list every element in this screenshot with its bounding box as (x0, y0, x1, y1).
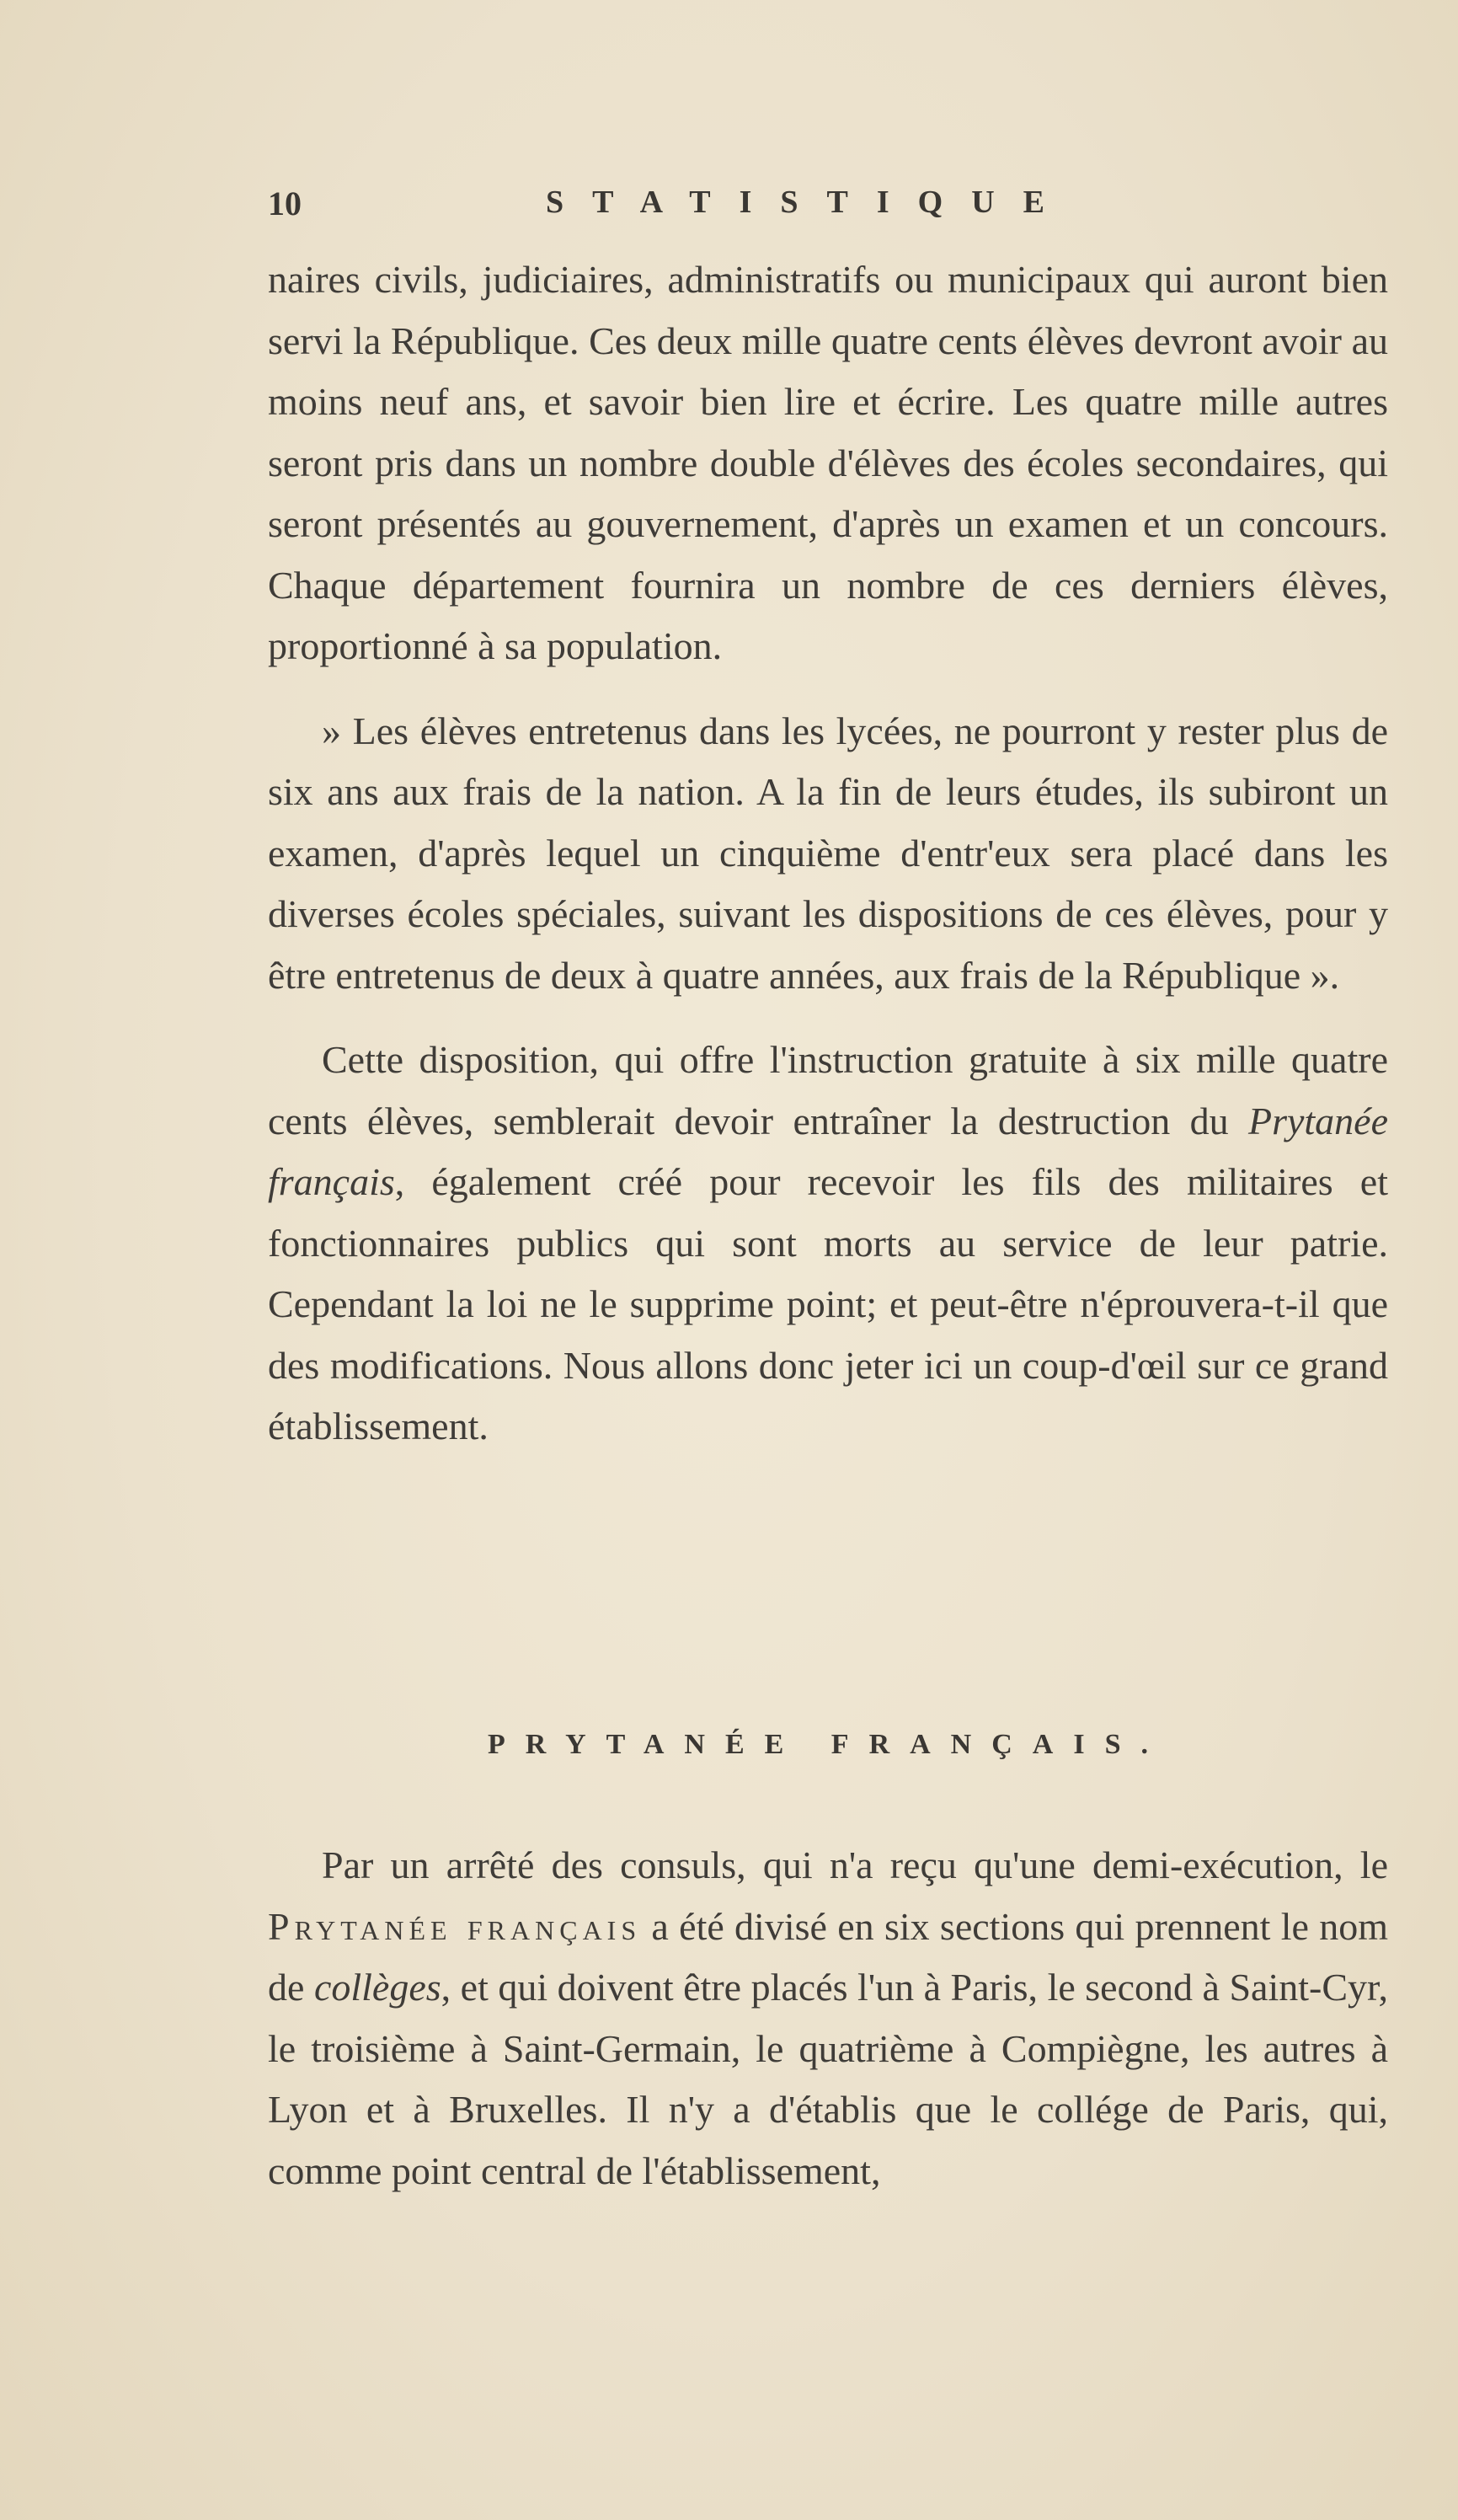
paragraph-quote: » Les élèves entretenus dans les lycées, ne pourront y rester plus de six ans aux frais de la nation. A la fin de leurs études, ils subiront un examen, d'après lequel un cinquième d'entr'eux sera placé dans les diverses écoles spéciales, suivant les dispositions de ces élèves, pour y être entretenus de deux à quatre années, aux frais de la République ». (268, 709, 1388, 997)
paragraph-arrete (268, 1835, 1388, 2202)
running-title: STATISTIQUE (546, 185, 1074, 220)
prytanee-italic: Prytanée français (268, 1099, 1388, 1203)
paragraph-arrete-start: Par un arrêté des consuls, qui n'a reçu qu'une demi-exécution, le (322, 1843, 1388, 1886)
prytanee-smallcaps: Prytanée français (268, 1904, 642, 1948)
paragraph-continuation: naires civils, judiciaires, administratifs ou municipaux qui auront bien servi la République. Ces deux mille quatre cents élèves devront avoir au moins neuf ans, et savoir bien lire et écrire. Les quatre mille autres seront pris dans un nombre double d'élèves des écoles secondaires, qui seront présentés au gouvernement, d'après un examen et un concours. Chaque département fournira un nombre de ces derniers élèves, proportionné à sa population. (268, 258, 1388, 667)
paragraph-arrete-middle: a été divisé en six sections qui prennent le nom de (268, 1904, 1388, 2009)
body-text (268, 249, 1388, 1458)
running-head (268, 184, 1388, 234)
paragraph-disposition-start: Cette disposition, qui offre l'instruction gratuite à six mille quatre cents élèves, semblerait devoir entraîner la destruction du (268, 1038, 1388, 1142)
section-heading: PRYTANÉE FRANÇAIS. (488, 1729, 1168, 1760)
colleges-italic: collèges (313, 1966, 441, 2009)
page-number: 10 (268, 185, 302, 222)
paragraph-disposition (268, 1030, 1388, 1458)
paragraph-disposition-end: , également créé pour recevoir les fils des militaires et fonctionnaires publics qui sont morts au service de leur patrie. Cependant la loi ne le supprime point; et peut-être n'éprouvera-t-il que des modifications. Nous allons donc jeter ici un coup-d'œil sur ce grand établissement. (268, 1160, 1388, 1447)
body-text-section (268, 1835, 1388, 2202)
paragraph-arrete-end: , et qui doivent être placés l'un à Paris, le second à Saint-Cyr, le troisième à Saint-Germain, le quatrième à Compiègne, les autres à Lyon et à Bruxelles. Il n'y a d'établis que le collége de Paris, qui, comme point central de l'établissement, (268, 1966, 1388, 2192)
